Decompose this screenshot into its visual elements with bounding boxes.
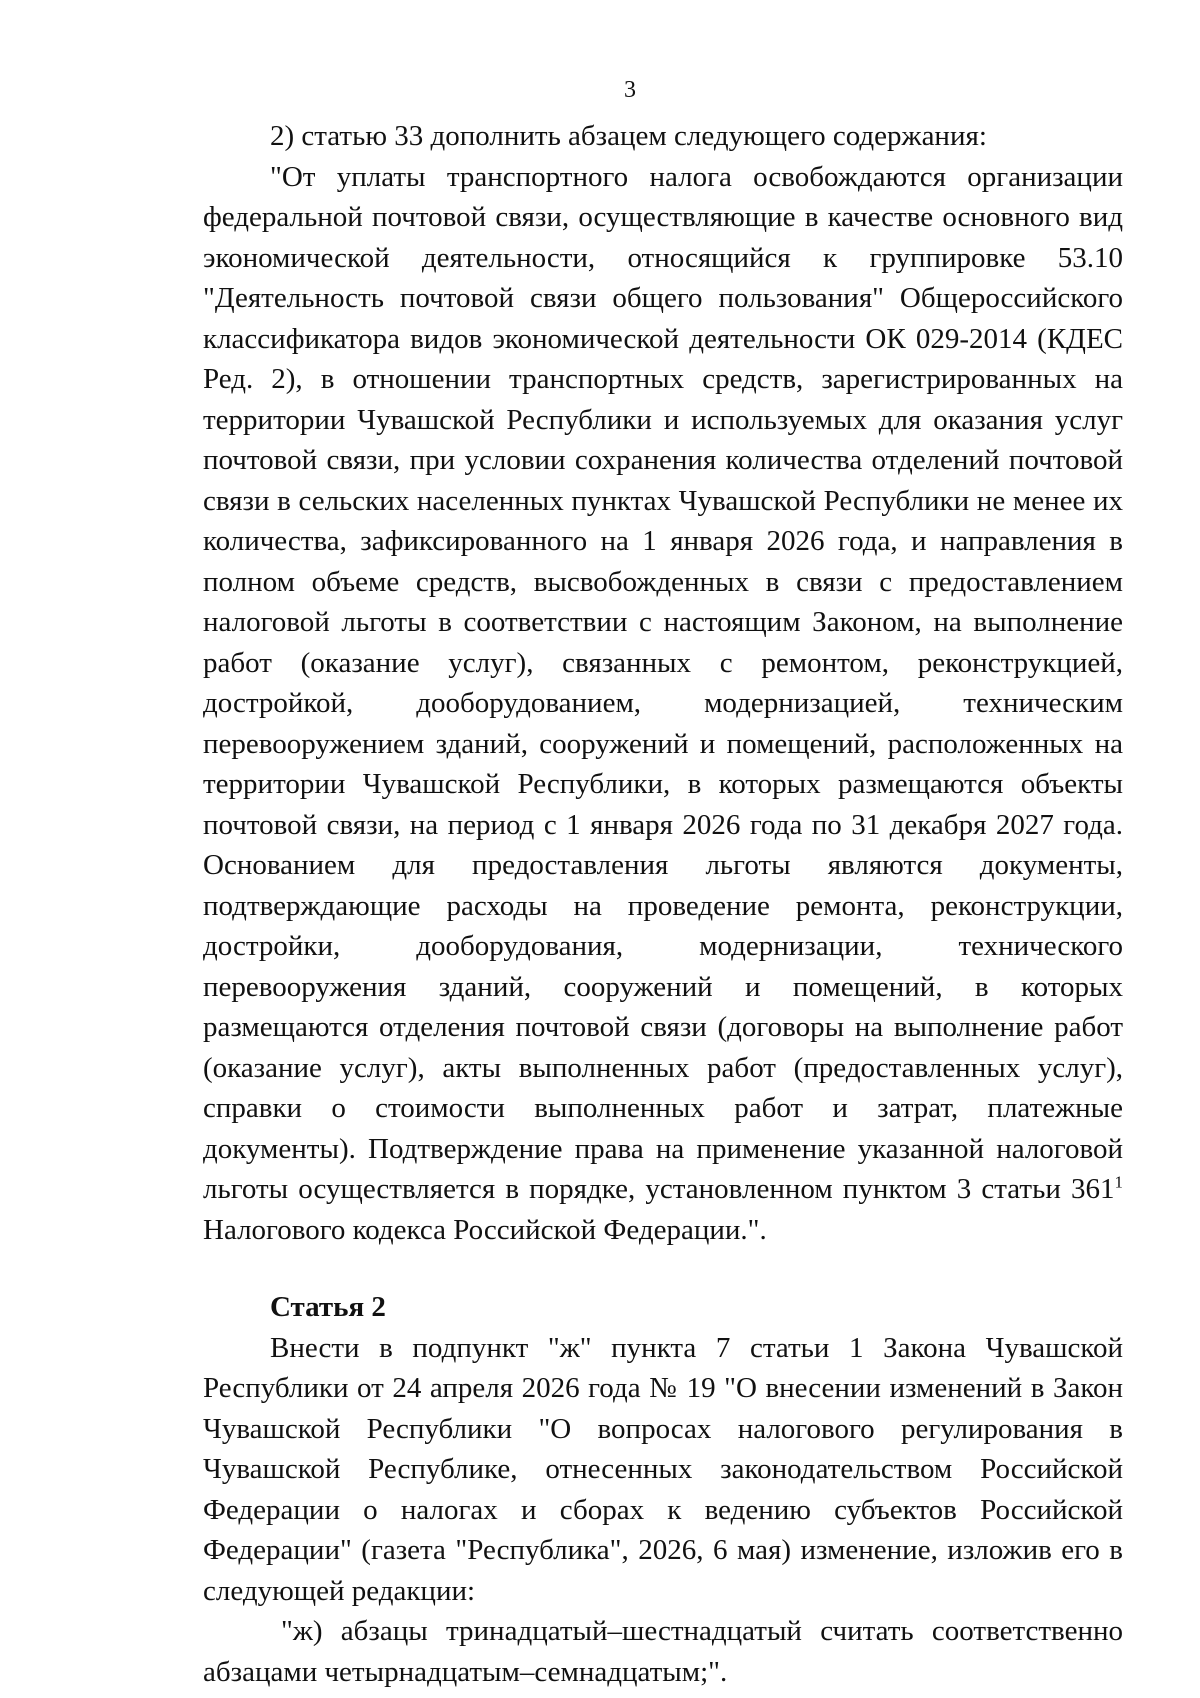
document-body xyxy=(203,116,1123,1692)
quoted-amendment-text-main: "От уплаты транспортного налога освобождаются организации федеральной почтовой связи, осуществляющие в качестве основного вид экономической деятельности, относящийся к группировке 53.10 "Деятельность почтовой связи общего пользования" Общероссийского классификатора видов экономической деятельности ОК 029-2014 (КДЕС Ред. 2), в отношении транспортных средств, зарегистрированных на территории Чувашской Республики и используемых для оказания услуг почтовой связи, при условии сохранения количества отделений почтовой связи в сельских населенных пунктах Чувашской Республики не менее их количества, зафиксированного на 1 января 2026 года, и направления в полном объеме средств, высвобожденных в связи с предоставлением налоговой льготы в соответствии с настоящим Законом, на выполнение работ (оказание услуг), связанных с ремонтом, реконструкцией, достройкой, дооборудованием, модернизацией, техническим перевооружением зданий, сооружений и помещений, расположенных на территории Чувашской Республики, в которых размещаются объекты почтовой связи, на период с 1 января 2026 года по 31 декабря 2027 года. Основанием для предоставления льготы являются документы, подтверждающие расходы на проведение ремонта, реконструкции, достройки, дооборудования, модернизации, технического перевооружения зданий, сооружений и помещений, в которых размещаются отделения почтовой связи (договоры на выполнение работ (оказание услуг), акты выполненных работ (предоставленных услуг), справки о стоимости выполненных работ и затрат, платежные документы). Подтверждение права на применение указанной налоговой льготы осуществляется в порядке, установленном пунктом 3 статьи 361 xyxy=(203,160,1123,1205)
page-number: 3 xyxy=(624,77,636,103)
item-2-intro: 2) статью 33 дополнить абзацем следующего содержания: xyxy=(270,120,987,152)
article-2-heading: Статья 2 xyxy=(270,1291,386,1323)
quoted-amendment-text xyxy=(203,157,1123,1251)
article-2-paragraph: Внести в подпункт "ж" пункта 7 статьи 1 Закона Чувашской Республики от 24 апреля 2026 года № 19 "О внесении изменений в Закон Чувашской Республики "О вопросах налогового регулирования в Чувашской Республике, отнесенных законодательством Российской Федерации о налогах и сборах к ведению субъектов Российской Федерации" (газета "Республика", 2026, 6 мая) изменение, изложив его в следующей редакции: xyxy=(203,1331,1123,1607)
article-number-superscript: 1 xyxy=(1114,1172,1123,1192)
quoted-amendment-text-end: Налогового кодекса Российской Федерации.". xyxy=(203,1213,767,1246)
article-2-quoted-item: "ж) абзацы тринадцатый–шестнадцатый считать соответственно абзацами четырнадцатым–семнадцатым;". xyxy=(203,1615,1123,1688)
